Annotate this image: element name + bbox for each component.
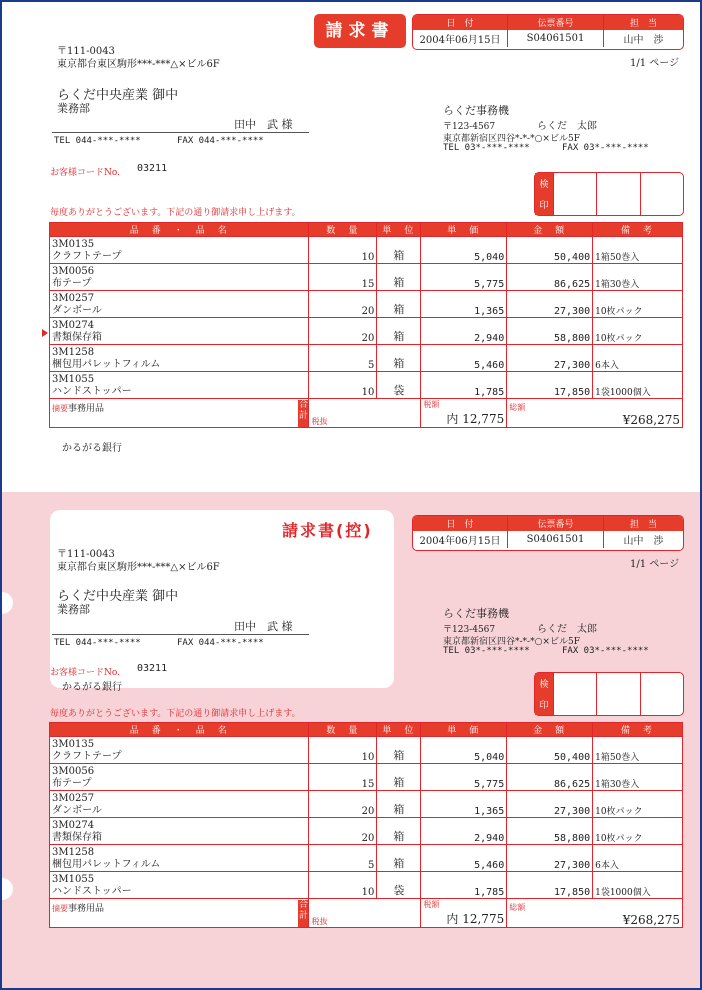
staff-label: 担 当 [629, 520, 657, 530]
slip-number-value: S04061501 [508, 30, 604, 47]
sender-postal: 〒123-4567 [443, 625, 496, 635]
items-header-row [50, 223, 683, 237]
customer-code-label: お客様コードNo. [50, 168, 120, 178]
recipient-tel: TEL 044-***-**** [54, 136, 141, 146]
recipient-postal: 〒111-0043 [57, 549, 115, 560]
page-indicator: 1/1 ページ [630, 58, 680, 69]
totals-row [50, 399, 683, 428]
sender-company: らくだ事務機 [443, 607, 509, 620]
bank-name: かるがる銀行 [62, 443, 122, 454]
table-row: 3M1258 梱包用パレットフィルム 5 箱 5,460 27,300 6本入 [50, 345, 683, 372]
page-indicator: 1/1 ページ [630, 559, 680, 570]
summary-value: 事務用品 [68, 904, 105, 914]
col-unit: 単 位 [377, 223, 421, 237]
header-info-box [412, 515, 684, 551]
recipient-divider [52, 634, 309, 635]
sender-person: らくだ 太郎 [537, 121, 597, 132]
greeting-text: 毎度ありがとうございます。下記の通り御請求申し上げます。 [50, 208, 301, 218]
col-unit: 単 位 [377, 723, 421, 737]
stamp-label: 検 印 [535, 673, 553, 715]
grand-total-value: ¥268,275 [622, 413, 680, 427]
slip-number-label: 伝票番号 [508, 15, 604, 30]
tax-value: 内 12,775 [446, 412, 505, 426]
stamp-cell [553, 673, 596, 715]
stamp-cell [596, 673, 639, 715]
greeting-text: 毎度ありがとうございます。下記の通り御請求申し上げます。 [50, 709, 301, 719]
tax-exclusive-label: 税抜 [311, 417, 328, 426]
stamp-cell [596, 173, 639, 215]
sender-postal: 〒123-4567 [443, 122, 496, 132]
items-table [49, 222, 683, 428]
col-note: 備 考 [593, 223, 683, 237]
invoice-original [2, 2, 700, 492]
table-row: 3M0135 クラフトテープ 10 箱 5,040 50,400 1箱50巻入 [50, 737, 683, 764]
sender-address: 東京都新宿区四谷*-*-*○×ビル5F [443, 134, 580, 144]
tax-exclusive-label: 税抜 [311, 917, 328, 926]
total-label-box: 合計 [298, 900, 308, 927]
sender-person: らくだ 太郎 [537, 624, 597, 635]
staff-label: 担 当 [629, 19, 657, 29]
invoice-title: 請求書 [314, 14, 406, 48]
sender-address: 東京都新宿区四谷*-*-*○×ビル5F [443, 637, 580, 647]
grand-total-label: 総額 [509, 903, 526, 912]
grand-total-value: ¥268,275 [622, 913, 680, 927]
recipient-person: 田中 武 様 [234, 118, 293, 131]
sender-tel: TEL 03*-***-**** [443, 646, 530, 656]
customer-code-label: お客様コードNo. [50, 668, 120, 678]
table-row: 3M1055 ハンドストッパー 10 袋 1,785 17,850 1袋1000個入 [50, 372, 683, 399]
inspection-stamp-box [534, 672, 684, 716]
sender-company: らくだ事務機 [443, 104, 509, 117]
stamp-label: 検 印 [535, 173, 553, 215]
staff-value: 山中 渉 [623, 536, 664, 547]
recipient-person: 田中 武 様 [234, 620, 293, 633]
date-label: 日 付 [413, 516, 508, 531]
table-row: 3M0135 クラフトテープ 10 箱 5,040 50,400 1箱50巻入 [50, 237, 683, 264]
stamp-cell [553, 173, 596, 215]
recipient-fax: FAX 044-***-**** [177, 638, 264, 648]
recipient-department: 業務部 [57, 102, 90, 115]
stamp-cell [640, 173, 683, 215]
tax-value: 内 12,775 [446, 912, 505, 926]
summary-label: 摘要 [52, 904, 68, 913]
customer-code: 03211 [137, 663, 168, 674]
col-price: 単 価 [421, 723, 507, 737]
recipient-department: 業務部 [57, 603, 90, 616]
table-row: 3M0056 布テープ 15 箱 5,775 86,625 1箱30巻入 [50, 764, 683, 791]
recipient-address: 東京都台東区駒形***-***△×ビル6F [57, 59, 220, 70]
col-qty: 数 量 [309, 223, 377, 237]
table-row: 3M0257 ダンボール 20 箱 1,365 27,300 10枚パック [50, 291, 683, 318]
staff-value: 山中 渉 [623, 35, 664, 46]
recipient-postal: 〒111-0043 [57, 46, 115, 57]
slip-number-value: S04061501 [508, 531, 604, 548]
recipient-company: らくだ中央産業 御中 [57, 88, 179, 103]
date-value: 2004年06月15日 [413, 30, 508, 47]
punch-hole-icon [2, 878, 13, 900]
table-row: 3M0274 書類保存箱 20 箱 2,940 58,800 10枚パック [50, 318, 683, 345]
table-row: 3M0257 ダンボール 20 箱 1,365 27,300 10枚パック [50, 791, 683, 818]
sender-fax: FAX 03*-***-**** [562, 143, 649, 153]
recipient-tel: TEL 044-***-**** [54, 638, 141, 648]
date-value: 2004年06月15日 [413, 531, 508, 548]
recipient-divider [52, 132, 309, 133]
invoice-copy [2, 492, 700, 988]
totals-row [50, 899, 683, 928]
bank-name: かるがる銀行 [62, 682, 122, 693]
col-item: 品 番 ・ 品 名 [50, 723, 309, 737]
inspection-stamp-box [534, 172, 684, 216]
summary-label: 摘要 [52, 404, 68, 413]
header-info-box [412, 14, 684, 50]
col-amount: 金 額 [507, 223, 593, 237]
customer-code: 03211 [137, 163, 168, 174]
guide-arrow-icon [42, 329, 48, 337]
table-row: 3M1258 梱包用パレットフィルム 5 箱 5,460 27,300 6本入 [50, 845, 683, 872]
date-label: 日 付 [413, 15, 508, 30]
col-amount: 金 額 [507, 723, 593, 737]
total-label-box: 合計 [298, 400, 308, 427]
recipient-fax: FAX 044-***-**** [177, 136, 264, 146]
tax-label: 税額 [423, 900, 440, 909]
items-table [49, 722, 683, 928]
tax-label: 税額 [423, 400, 440, 409]
col-item: 品 番 ・ 品 名 [50, 223, 309, 237]
stamp-cell [640, 673, 683, 715]
col-qty: 数 量 [309, 723, 377, 737]
table-row: 3M0056 布テープ 15 箱 5,775 86,625 1箱30巻入 [50, 264, 683, 291]
grand-total-label: 総額 [509, 403, 526, 412]
slip-number-label: 伝票番号 [508, 516, 604, 531]
punch-hole-icon [2, 592, 13, 614]
invoice-copy-title: 請求書(控) [282, 521, 373, 540]
sender-tel: TEL 03*-***-**** [443, 143, 530, 153]
sender-fax: FAX 03*-***-**** [562, 646, 649, 656]
summary-value: 事務用品 [68, 404, 105, 414]
recipient-address: 東京都台東区駒形***-***△×ビル6F [57, 562, 220, 573]
table-row: 3M1055 ハンドストッパー 10 袋 1,785 17,850 1袋1000個入 [50, 872, 683, 899]
recipient-company: らくだ中央産業 御中 [57, 589, 179, 604]
table-row: 3M0274 書類保存箱 20 箱 2,940 58,800 10枚パック [50, 818, 683, 845]
col-price: 単 価 [421, 223, 507, 237]
col-note: 備 考 [593, 723, 683, 737]
items-header-row [50, 723, 683, 737]
